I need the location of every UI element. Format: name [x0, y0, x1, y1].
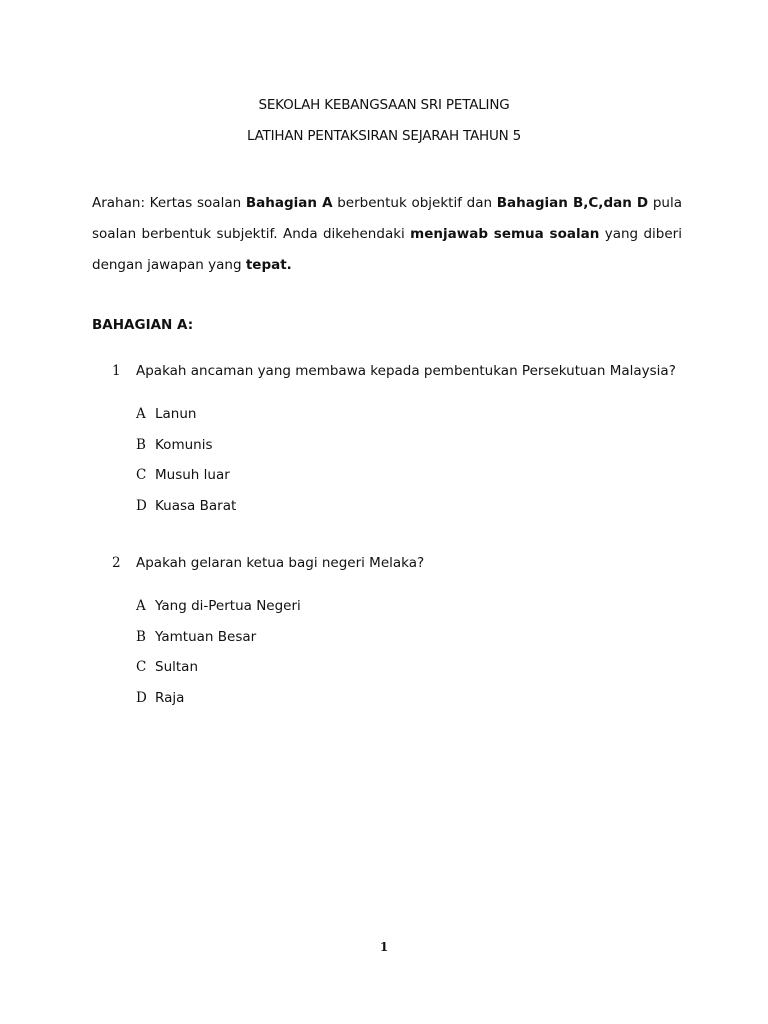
page-number: 1 — [379, 940, 389, 954]
question-2-options — [136, 596, 301, 719]
instructions-text-3: pula soalan berbentuk subjektif. Anda dikehendaki — [92, 195, 682, 242]
instructions-text-2: berbentuk objektif dan — [332, 195, 497, 211]
option-text: Sultan — [155, 659, 198, 676]
option-letter: D — [136, 690, 147, 707]
option-b — [136, 627, 301, 658]
question-text: Apakah gelaran ketua bagi negeri Melaka? — [136, 555, 425, 571]
instructions-text-4: yang diberi dengan jawapan yang — [92, 226, 682, 273]
instructions-bold-answer-all: menjawab semua soalan — [410, 226, 600, 242]
instructions-bold-sections-bcd: Bahagian B,C,dan D — [496, 195, 649, 211]
question-text: Apakah ancaman yang membawa kepada pembentukan Persekutuan Malaysia? — [136, 363, 676, 379]
option-letter: C — [136, 467, 147, 484]
question-number: 2 — [112, 555, 121, 571]
option-letter: A — [136, 598, 146, 614]
exam-title: LATIHAN PENTAKSIRAN SEJARAH TAHUN 5 — [246, 128, 522, 144]
option-text: Kuasa Barat — [155, 498, 237, 515]
option-a — [136, 404, 236, 435]
option-text: Musuh luar — [155, 467, 230, 484]
option-d — [136, 496, 236, 527]
question-2 — [112, 555, 424, 571]
option-c — [136, 465, 236, 496]
option-d — [136, 688, 301, 719]
section-title: BAHAGIAN A: — [92, 317, 194, 333]
option-b — [136, 435, 236, 466]
option-text: Komunis — [155, 436, 213, 453]
option-letter: C — [136, 659, 147, 676]
instructions-bold-section-a: Bahagian A — [245, 195, 333, 211]
instructions-paragraph — [92, 188, 682, 281]
question-1 — [112, 363, 676, 379]
instructions-bold-correct: tepat. — [245, 257, 292, 273]
question-number: 1 — [112, 363, 121, 379]
option-letter: A — [136, 406, 146, 422]
option-text: Yamtuan Besar — [155, 628, 257, 645]
instructions-text-1: Arahan: Kertas soalan — [92, 195, 246, 211]
option-c — [136, 657, 301, 688]
option-letter: D — [136, 498, 147, 515]
option-letter: B — [136, 628, 146, 645]
option-text: Raja — [155, 690, 185, 707]
option-text: Yang di-Pertua Negeri — [155, 598, 301, 614]
school-name: SEKOLAH KEBANGSAAN SRI PETALING — [258, 97, 510, 113]
question-1-options — [136, 404, 236, 527]
option-letter: B — [136, 436, 146, 453]
option-text: Lanun — [155, 406, 197, 422]
option-a — [136, 596, 301, 627]
